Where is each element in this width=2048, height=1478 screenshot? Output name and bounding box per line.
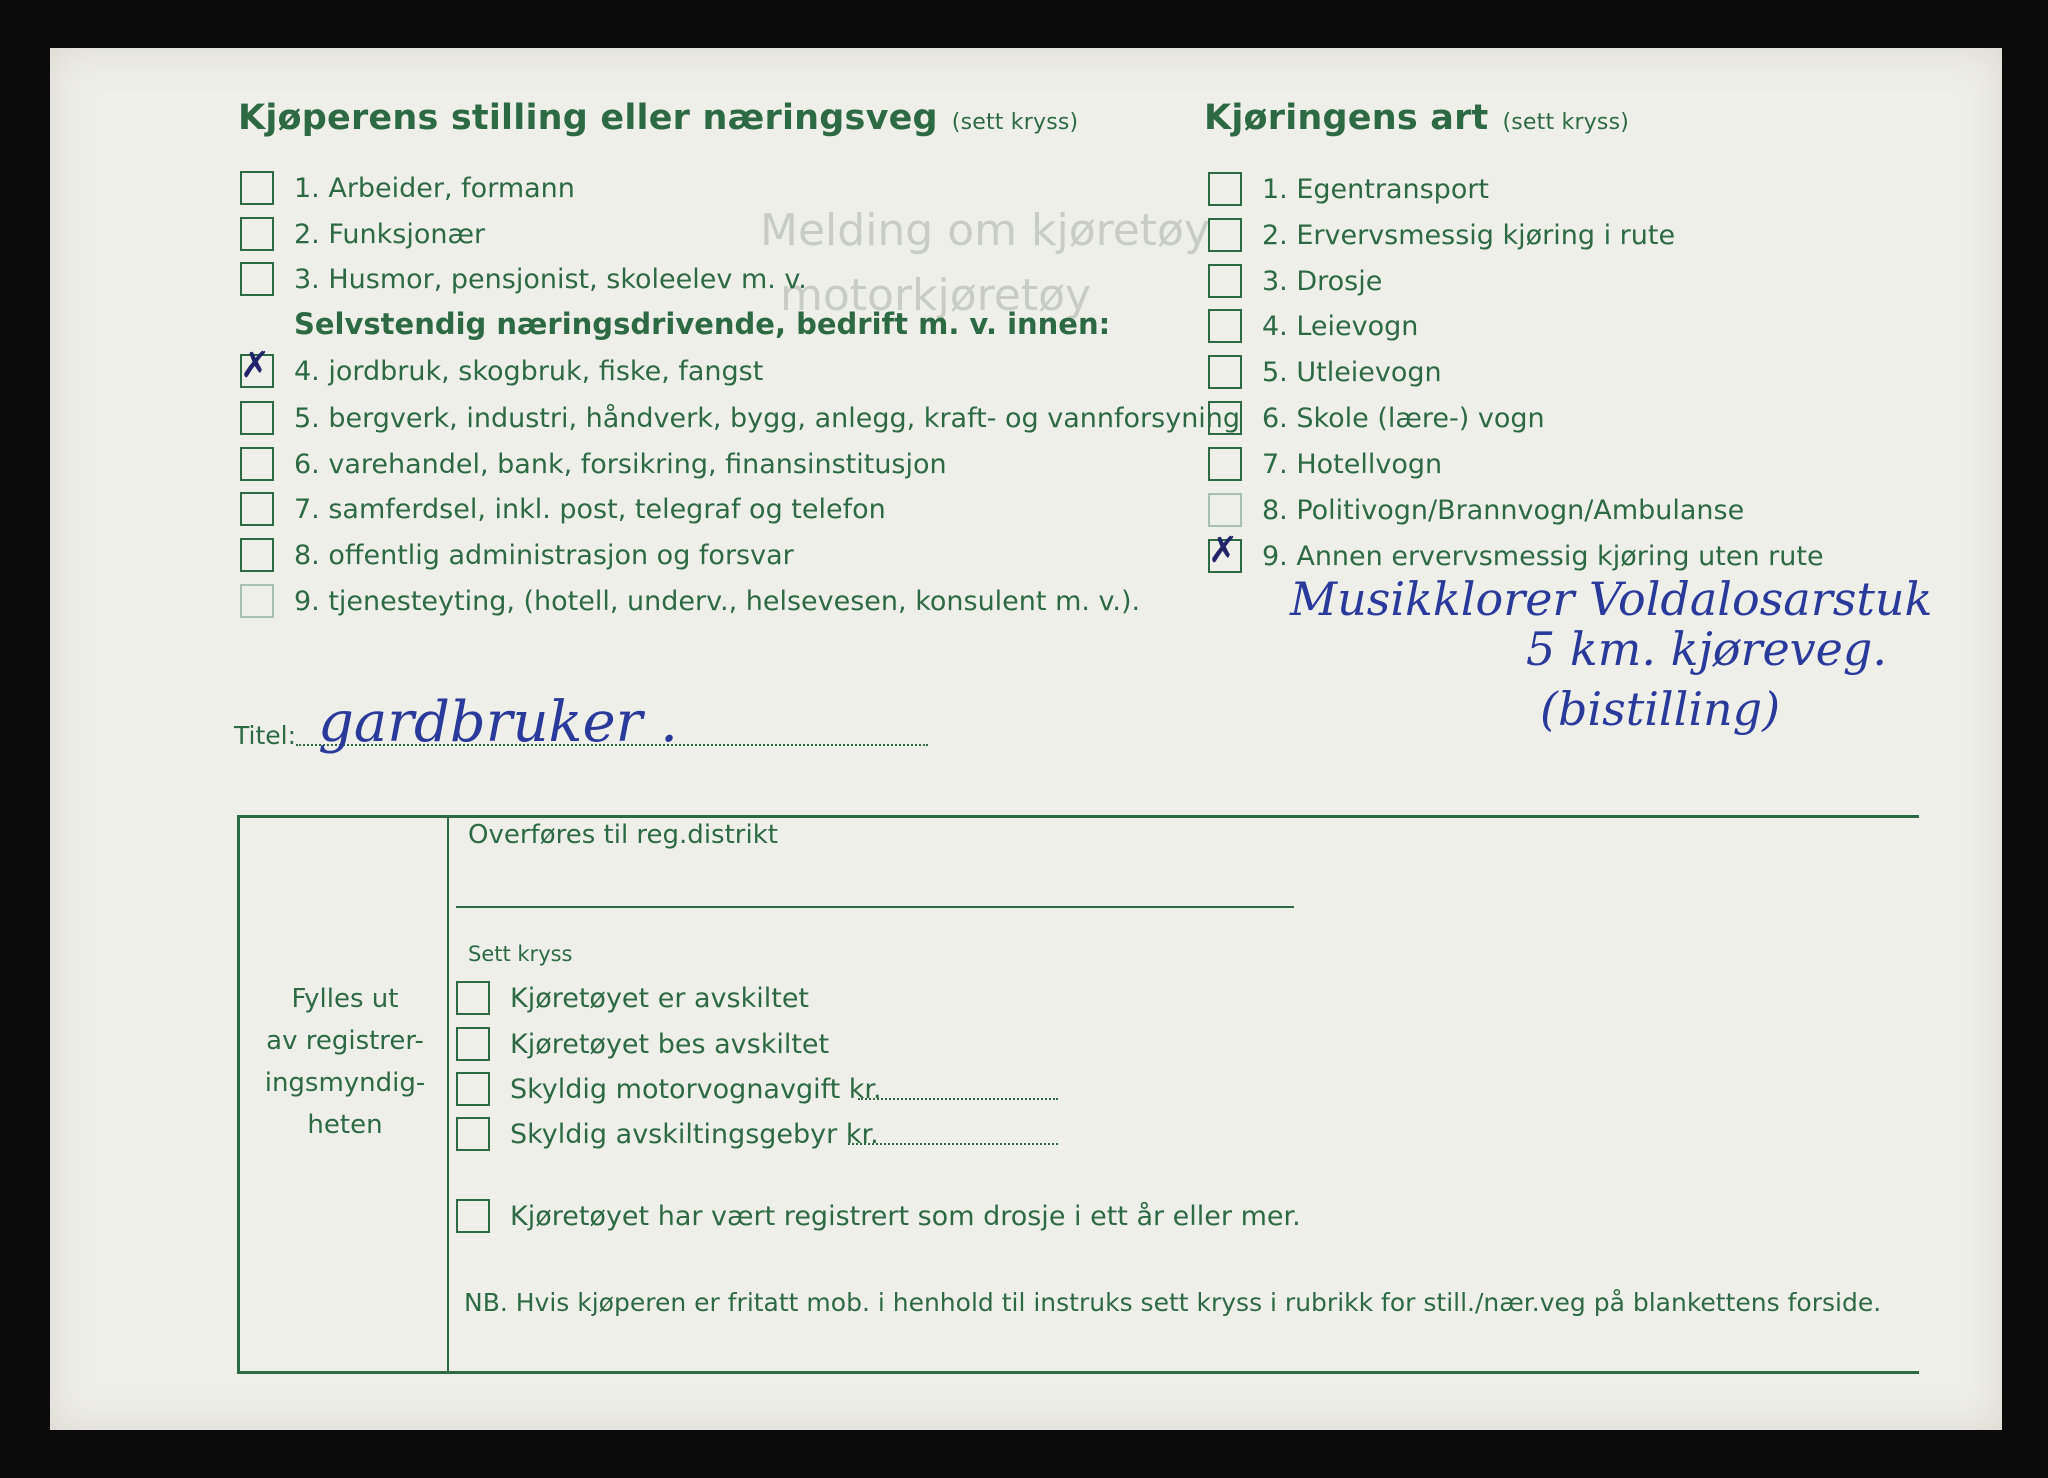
checkbox[interactable] (1208, 309, 1242, 343)
checkbox[interactable] (240, 447, 274, 481)
driving-option-9[interactable] (1208, 530, 1824, 576)
option-label: 6. Skole (lære-) vogn (1262, 402, 1545, 434)
avskiltingsgebyr-dotted-field[interactable] (848, 1143, 1058, 1145)
option-label: 4. Leievogn (1262, 310, 1419, 342)
option-label: 8. Politivogn/Brannvogn/Ambulanse (1262, 494, 1745, 526)
side-label-line: av registrer- (266, 1026, 424, 1056)
option-label: 3. Drosje (1262, 265, 1383, 297)
checkbox[interactable] (1208, 218, 1242, 252)
occupation-option-7[interactable] (240, 489, 886, 529)
occupation-option-8[interactable] (240, 535, 794, 575)
check-label: Kjøretøyet er avskiltet (510, 982, 810, 1014)
bleed-through-text: motorkjøretøy (780, 270, 1092, 321)
title-handwritten: gardbruker . (318, 690, 678, 755)
option-label: 8. offentlig administrasjon og forsvar (294, 539, 794, 571)
occupation-option-5[interactable] (240, 398, 1240, 438)
driving-option-5[interactable] (1208, 352, 1442, 392)
heading-note: (sett kryss) (951, 110, 1079, 135)
exemption-note: NB. Hvis kjøperen er fritatt mob. i henhold til instruks sett kryss i rubrikk for still./nær.veg på blankettens forside. (464, 1288, 1882, 1317)
driving-option-8[interactable] (1208, 490, 1744, 530)
option-label: 7. Hotellvogn (1262, 448, 1443, 480)
authority-check-2[interactable] (456, 1024, 829, 1064)
driving-option-4[interactable] (1208, 306, 1418, 346)
checkbox-checked[interactable] (240, 345, 274, 388)
section-divider-line (447, 815, 449, 1374)
check-mark-icon: ✗ (1208, 530, 1239, 571)
checkbox[interactable] (240, 401, 274, 435)
option-label: 6. varehandel, bank, forsikring, finansinstitusjon (294, 448, 947, 480)
check-label: Skyldig avskiltingsgebyr kr. (510, 1118, 879, 1150)
option-label: 5. bergverk, industri, håndverk, bygg, anlegg, kraft- og vannforsyning (294, 402, 1241, 434)
authority-check-3[interactable] (456, 1069, 882, 1109)
checkbox[interactable] (1208, 401, 1242, 435)
occupation-option-4[interactable] (240, 345, 764, 391)
checkbox[interactable] (240, 584, 274, 618)
section-left-line (237, 815, 240, 1374)
driving-option-1[interactable] (1208, 169, 1489, 209)
authority-check-4[interactable] (456, 1114, 879, 1154)
occupation-option-3[interactable] (240, 259, 807, 299)
checkbox[interactable] (240, 217, 274, 251)
option-label: 1. Egentransport (1262, 173, 1490, 205)
option-label: 2. Funksjonær (294, 218, 486, 250)
checkbox[interactable] (1208, 264, 1242, 298)
checkbox[interactable] (240, 538, 274, 572)
option-label: 9. tjenesteyting, (hotell, underv., helsevesen, konsulent m. v.). (294, 585, 1141, 617)
check-label: Kjøretøyet bes avskiltet (510, 1028, 830, 1060)
option-label: 7. samferdsel, inkl. post, telegraf og telefon (294, 493, 886, 525)
option-label: 1. Arbeider, formann (294, 172, 575, 204)
checkbox[interactable] (1208, 447, 1242, 481)
occupation-option-6[interactable] (240, 444, 947, 484)
section-top-line (237, 815, 1919, 818)
checkbox[interactable] (456, 1199, 490, 1233)
checkbox[interactable] (1208, 493, 1242, 527)
sett-kryss-label: Sett kryss (468, 942, 573, 966)
drosje-check[interactable] (456, 1196, 1301, 1236)
motorvognavgift-dotted-field[interactable] (858, 1098, 1058, 1100)
driving-type-heading (1204, 98, 1629, 138)
handwritten-note-line-3: (bistilling) (1540, 682, 1781, 736)
driving-option-7[interactable] (1208, 444, 1442, 484)
transfer-field-line[interactable] (456, 906, 1294, 908)
buyer-occupation-heading (238, 98, 1078, 138)
checkbox[interactable] (1208, 355, 1242, 389)
checkbox[interactable] (240, 492, 274, 526)
occupation-option-2[interactable] (240, 214, 485, 254)
driving-option-6[interactable] (1208, 398, 1545, 438)
heading-text: Kjøringens art (1204, 98, 1489, 138)
self-employed-subheading: Selvstendig næringsdrivende, bedrift m. v. innen: (294, 307, 1111, 341)
checkbox[interactable] (456, 1027, 490, 1061)
option-label: 9. Annen ervervsmessig kjøring uten rute (1262, 540, 1824, 572)
check-label: Kjøretøyet har vært registrert som drosje i ett år eller mer. (510, 1200, 1301, 1232)
check-mark-icon: ✗ (240, 345, 271, 386)
driving-option-3[interactable] (1208, 261, 1382, 301)
option-label: 3. Husmor, pensjonist, skoleelev m. v. (294, 263, 807, 295)
side-label-line: Fylles ut (291, 984, 399, 1014)
side-label-line: heten (307, 1110, 383, 1140)
checkbox-checked[interactable] (1208, 530, 1242, 573)
checkbox[interactable] (1208, 172, 1242, 206)
authority-side-label (250, 978, 440, 1146)
check-label: Skyldig motorvognavgift kr. (510, 1073, 882, 1105)
transfer-label: Overføres til reg.distrikt (468, 820, 778, 850)
option-label: 5. Utleievogn (1262, 356, 1442, 388)
occupation-option-9[interactable] (240, 581, 1140, 621)
heading-text: Kjøperens stilling eller næringsveg (238, 98, 938, 138)
authority-check-1[interactable] (456, 978, 809, 1018)
side-label-line: ingsmyndig- (264, 1068, 426, 1098)
checkbox[interactable] (456, 1117, 490, 1151)
title-label: Titel: (234, 721, 296, 750)
checkbox[interactable] (240, 171, 274, 205)
driving-option-2[interactable] (1208, 215, 1675, 255)
checkbox[interactable] (456, 981, 490, 1015)
option-label: 4. jordbruk, skogbruk, fiske, fangst (294, 355, 764, 387)
bleed-through-text: Melding om kjøretøy (760, 205, 1211, 256)
section-bottom-line (237, 1371, 1919, 1374)
checkbox[interactable] (456, 1072, 490, 1106)
handwritten-note-line-1: Musikklorer Voldalosarstuk (1290, 572, 1933, 626)
checkbox[interactable] (240, 262, 274, 296)
handwritten-note-line-2: 5 km. kjøreveg. (1526, 622, 1887, 676)
option-label: 2. Ervervsmessig kjøring i rute (1262, 219, 1676, 251)
heading-note: (sett kryss) (1502, 110, 1630, 135)
occupation-option-1[interactable] (240, 168, 575, 208)
